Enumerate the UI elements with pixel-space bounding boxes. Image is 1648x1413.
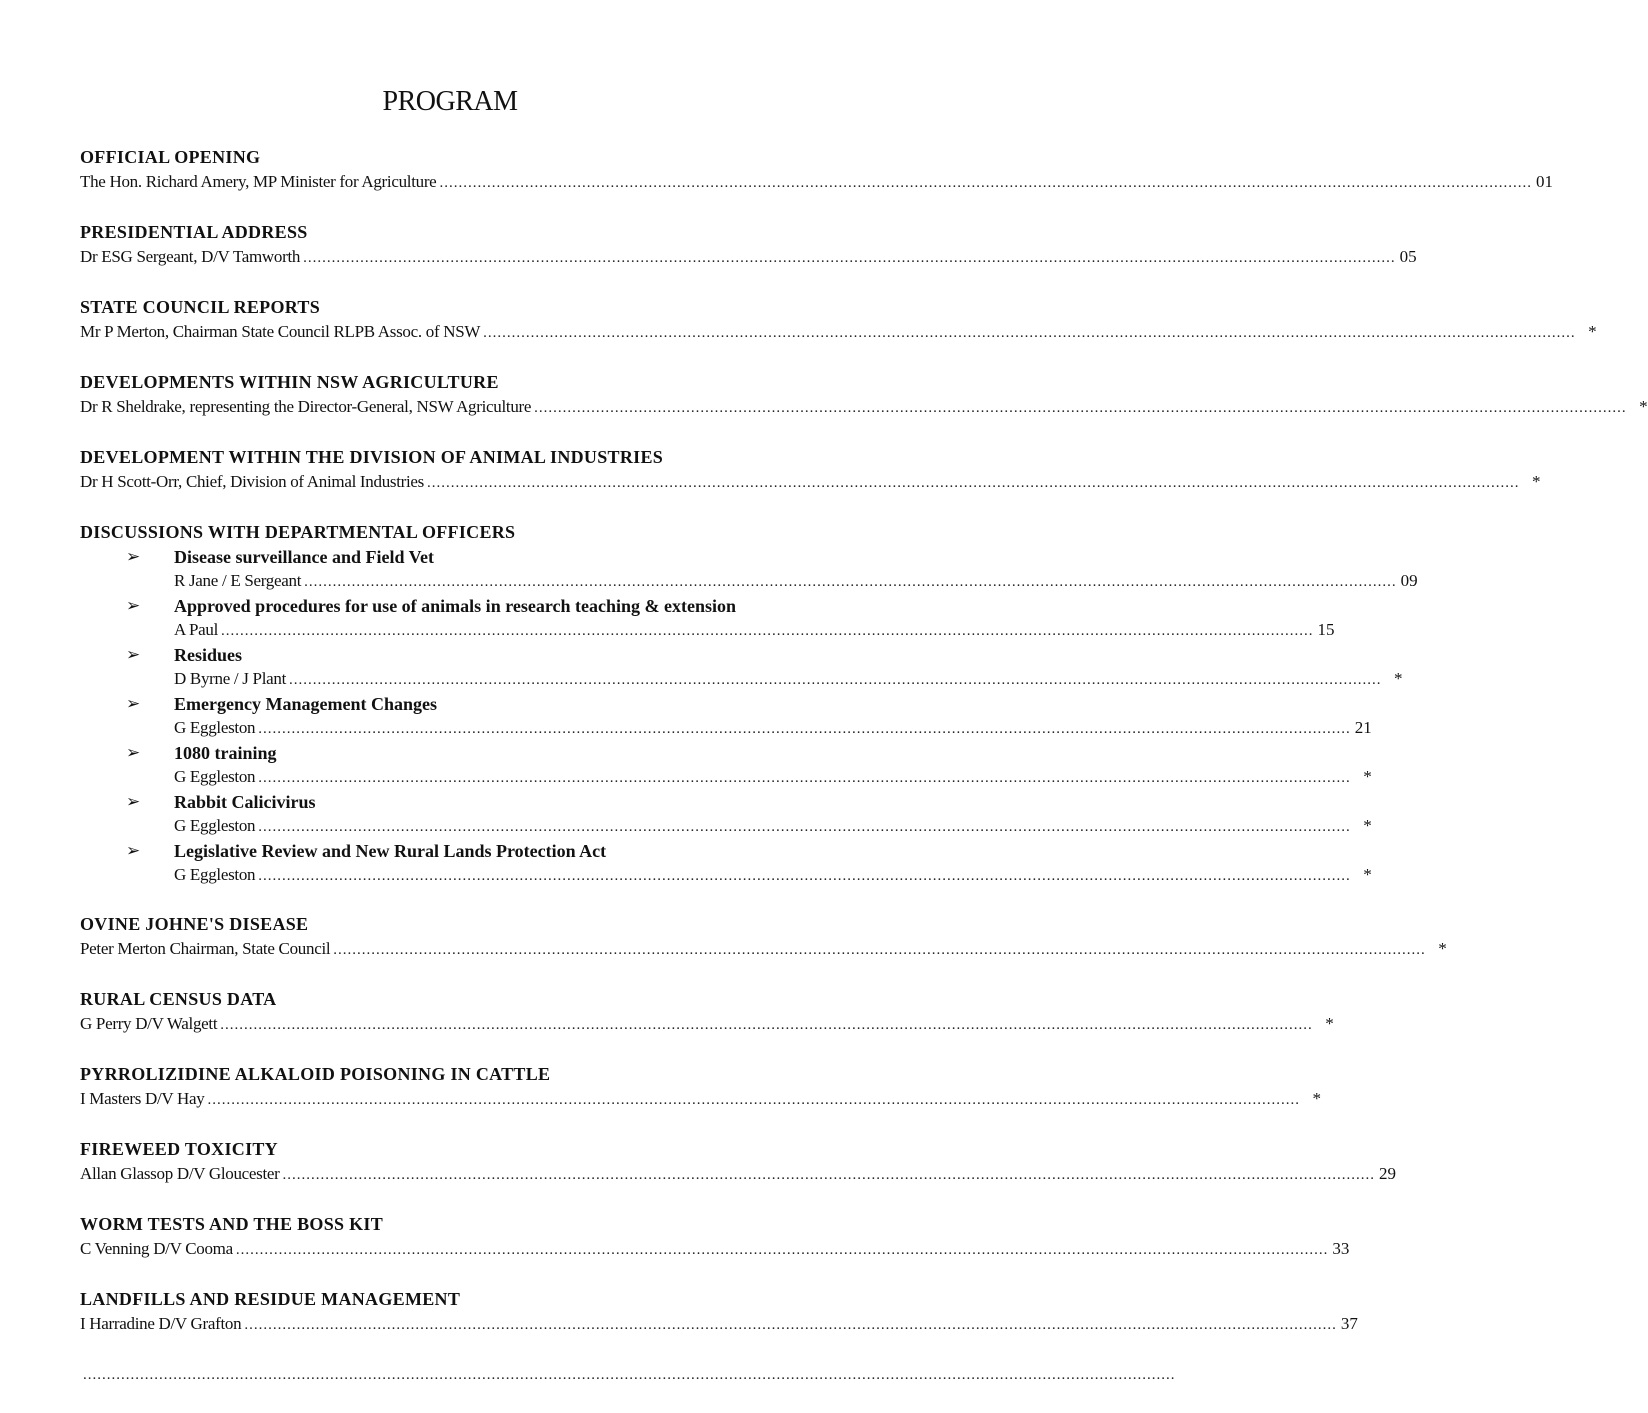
program-section	[80, 913, 1447, 963]
section-title: DEVELOPMENTS WITHIN NSW AGRICULTURE	[80, 372, 499, 392]
item-title: Approved procedures for use of animals in research teaching & extension	[174, 596, 736, 616]
dot-leader	[258, 864, 1351, 888]
speaker: C Venning D/V Cooma	[80, 1239, 233, 1258]
dot-leader	[427, 471, 1520, 496]
speaker: A Paul	[174, 620, 219, 639]
program-section	[80, 446, 1541, 496]
program-section	[80, 371, 1648, 421]
entry-row	[80, 1086, 1321, 1113]
item-title: 1080 training	[174, 743, 277, 763]
page-number: 15	[1317, 620, 1335, 639]
list-item	[80, 692, 1372, 741]
program-sections	[80, 146, 1648, 1413]
dot-leader	[333, 938, 1426, 963]
speaker: The Hon. Richard Amery, MP Minister for Agriculture	[80, 172, 437, 191]
section-title: OFFICIAL OPENING	[80, 147, 261, 167]
entry-row	[80, 169, 1553, 196]
page-number: *	[1363, 767, 1372, 786]
arrow-bullet-icon: ➢	[126, 743, 141, 763]
dot-leader	[220, 1013, 1313, 1038]
item-title: Disease surveillance and Field Vet	[174, 547, 434, 567]
item-title: Residues	[174, 645, 243, 665]
arrow-bullet-icon: ➢	[126, 694, 141, 714]
dot-leader	[258, 815, 1351, 839]
entry-row	[80, 1311, 1358, 1338]
item-title: Legislative Review and New Rural Lands Protection Act	[174, 841, 607, 861]
speaker: G Eggleston	[174, 767, 256, 786]
page-number: *	[1639, 397, 1648, 416]
page-number: *	[1531, 472, 1541, 491]
page-number: *	[1438, 939, 1447, 958]
list-item	[80, 839, 1372, 888]
speaker: I Masters D/V Hay	[80, 1089, 205, 1108]
entry-row	[80, 394, 1648, 421]
speaker: Allan Glassop D/V Gloucester	[80, 1164, 280, 1183]
speaker: G Eggleston	[174, 865, 256, 884]
dot-leader	[534, 396, 1627, 421]
list-item	[80, 790, 1372, 839]
dot-leader	[304, 570, 1397, 594]
dot-leader	[244, 1313, 1337, 1338]
page-number: *	[1394, 669, 1403, 688]
dot-leader	[258, 717, 1351, 741]
program-section	[80, 146, 1553, 196]
program-section	[80, 1363, 846, 1388]
page-number: 21	[1354, 718, 1372, 737]
section-title: PRESIDENTIAL ADDRESS	[80, 222, 308, 242]
dot-leader	[283, 1163, 1376, 1188]
program-section-discussions	[80, 521, 1418, 888]
page-number: *	[1363, 816, 1372, 835]
entry-row	[80, 1161, 1397, 1188]
dot-leader	[289, 668, 1382, 692]
section-title: PYRROLIZIDINE ALKALOID POISONING IN CATTLE	[80, 1064, 551, 1084]
speaker: Peter Merton Chairman, State Council	[80, 939, 331, 958]
arrow-bullet-icon: ➢	[126, 645, 141, 665]
section-title: OVINE JOHNE'S DISEASE	[80, 914, 309, 934]
program-section	[80, 1063, 1321, 1113]
list-item	[80, 741, 1372, 790]
page-number: 33	[1332, 1239, 1350, 1258]
dot-leader	[258, 766, 1351, 790]
entry-row	[80, 469, 1541, 496]
entry-row	[80, 1363, 846, 1388]
section-title: DEVELOPMENT WITHIN THE DIVISION OF ANIMAL INDUSTRIES	[80, 447, 664, 467]
entry-row	[174, 863, 1372, 888]
entry-row	[80, 1236, 1350, 1263]
page-number: 37	[1340, 1314, 1358, 1333]
dot-leader	[207, 1088, 1300, 1113]
page-title: PROGRAM	[382, 86, 518, 117]
list-item	[80, 545, 1418, 594]
entry-row	[174, 667, 1403, 692]
entry-row	[80, 1011, 1334, 1038]
program-section	[80, 221, 1417, 271]
arrow-bullet-icon: ➢	[126, 841, 141, 861]
entry-row	[174, 618, 1335, 643]
page-number: *	[1312, 1089, 1321, 1108]
speaker: G Eggleston	[174, 718, 256, 737]
entry-row	[80, 936, 1447, 963]
program-section	[80, 296, 1597, 346]
speaker: G Perry D/V Walgett	[80, 1014, 218, 1033]
speaker: Dr H Scott-Orr, Chief, Division of Animal Industries	[80, 472, 424, 491]
discussion-list	[80, 545, 1418, 888]
speaker: R Jane / E Sergeant	[174, 571, 302, 590]
section-title: LANDFILLS AND RESIDUE MANAGEMENT	[80, 1289, 461, 1309]
speaker: Dr R Sheldrake, representing the Director-General, NSW Agriculture	[80, 397, 532, 416]
dot-leader	[221, 619, 1314, 643]
section-title: DISCUSSIONS WITH DEPARTMENTAL OFFICERS	[80, 522, 516, 542]
section-title: WORM TESTS AND THE BOSS KIT	[80, 1214, 384, 1234]
dot-leader	[236, 1238, 1329, 1263]
list-item	[80, 643, 1403, 692]
item-title: Rabbit Calicivirus	[174, 792, 316, 812]
arrow-bullet-icon: ➢	[126, 596, 141, 616]
page-number: *	[1588, 322, 1597, 341]
speaker: D Byrne / J Plant	[174, 669, 287, 688]
section-title: FIREWEED TOXICITY	[80, 1139, 278, 1159]
speaker: I Harradine D/V Grafton	[80, 1314, 242, 1333]
list-item	[80, 594, 1335, 643]
dot-leader	[303, 246, 1396, 271]
program-section	[80, 1288, 1358, 1338]
speaker: Dr ESG Sergeant, D/V Tamworth	[80, 247, 301, 266]
section-title: RURAL CENSUS DATA	[80, 989, 277, 1009]
entry-row	[174, 814, 1372, 839]
entry-row	[174, 569, 1418, 594]
program-section	[80, 1138, 1397, 1188]
dot-leader	[483, 321, 1576, 346]
page-number: *	[1325, 1014, 1334, 1033]
speaker: Mr P Merton, Chairman State Council RLPB Assoc. of NSW	[80, 322, 481, 341]
section-title: STATE COUNCIL REPORTS	[80, 297, 321, 317]
entry-row	[174, 716, 1372, 741]
dot-leader	[83, 1363, 1176, 1388]
item-title: Emergency Management Changes	[174, 694, 437, 714]
program-section	[80, 1213, 1350, 1263]
entry-row	[80, 319, 1597, 346]
page-number: 29	[1379, 1164, 1397, 1183]
arrow-bullet-icon: ➢	[126, 792, 141, 812]
speaker: G Eggleston	[174, 816, 256, 835]
arrow-bullet-icon: ➢	[126, 547, 141, 567]
entry-row	[174, 765, 1372, 790]
entry-row	[80, 244, 1417, 271]
program-section	[80, 988, 1334, 1038]
page-number: 05	[1399, 247, 1417, 266]
page-number: 09	[1400, 571, 1418, 590]
page-number: 01	[1535, 172, 1553, 191]
dot-leader	[439, 171, 1532, 196]
page-number: *	[1363, 865, 1372, 884]
